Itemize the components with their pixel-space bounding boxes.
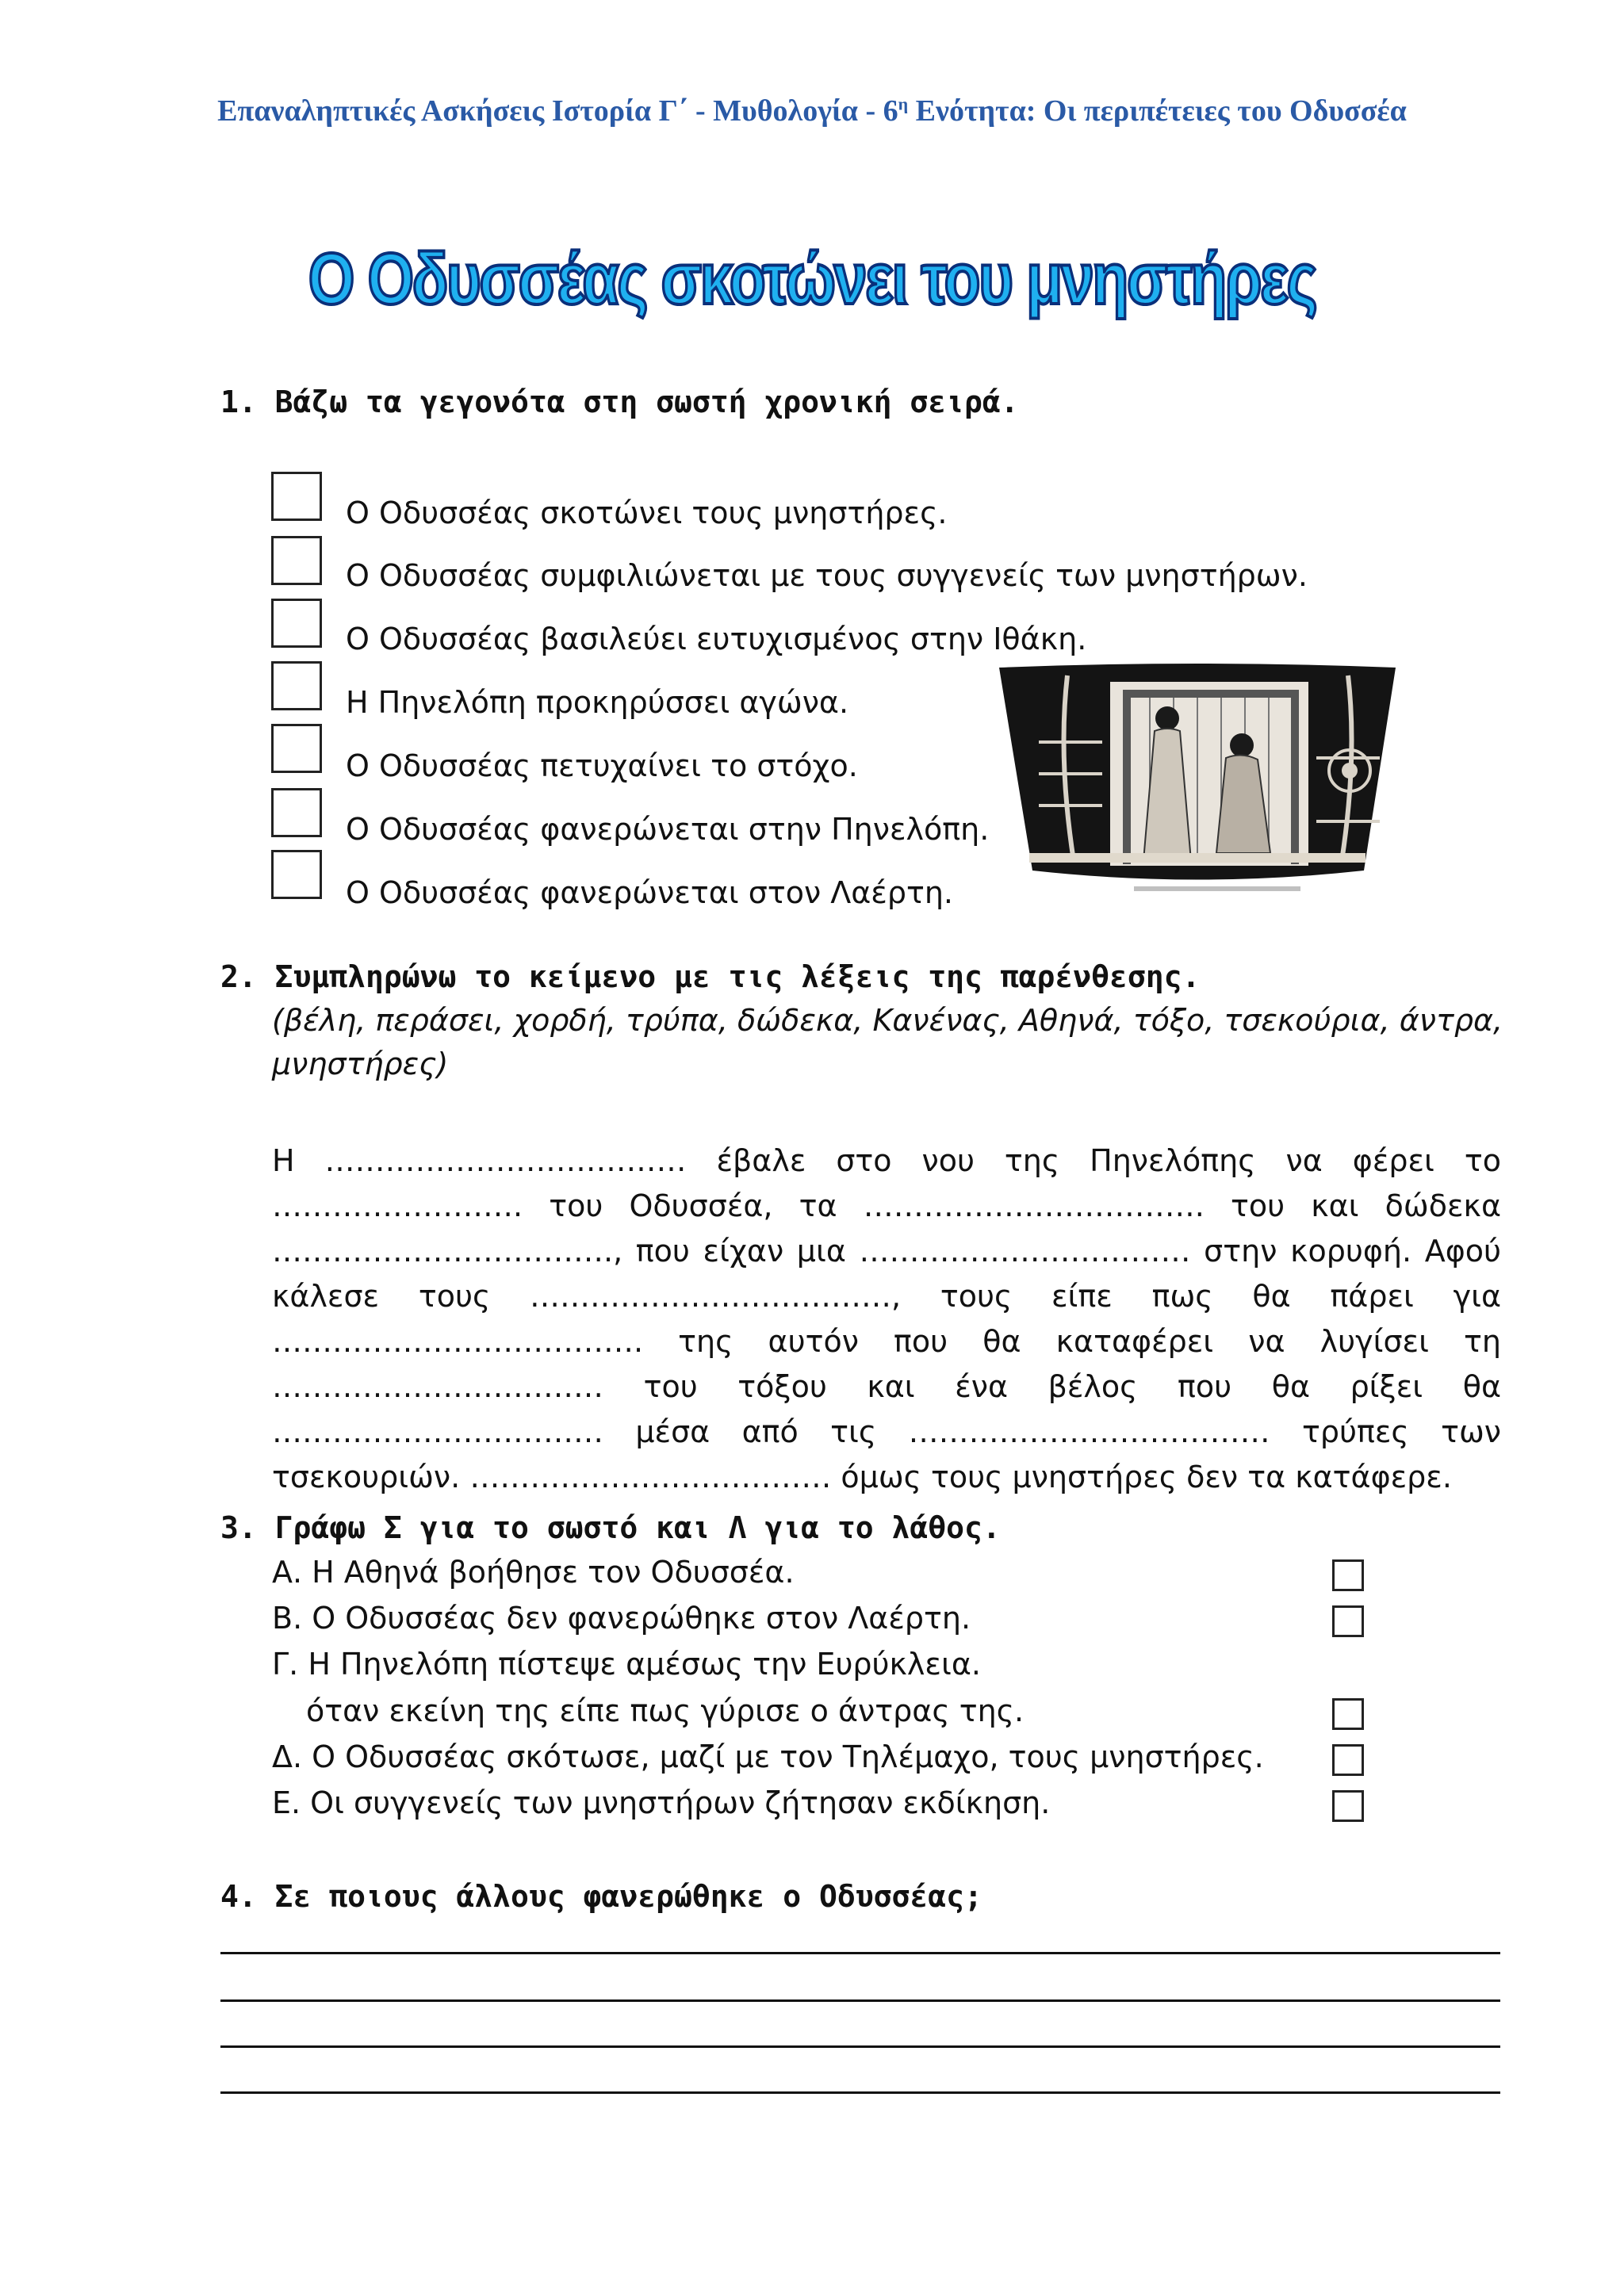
order-box-7[interactable]: [271, 850, 322, 899]
event-5: Ο Οδυσσέας πετυχαίνει το στόχο.: [346, 748, 858, 783]
header-text-before: Επαναληπτικές Ασκήσεις Ιστορία Γ΄ - Μυθολογία - 6: [217, 94, 898, 128]
statement-e: Ε. Οι συγγενείς των μνηστήρων ζήτησαν εκδίκηση.: [272, 1785, 1051, 1820]
tf-box-e[interactable]: [1332, 1790, 1364, 1822]
question-3-title: 3. Γράφω Σ για το σωστό και Λ για το λάθος.: [220, 1510, 1001, 1545]
order-box-1[interactable]: [271, 472, 322, 521]
statement-a: Α. Η Αθηνά βοήθησε τον Οδυσσέα.: [272, 1555, 795, 1590]
word-bank-line-1: (βέλη, περάσει, χορδή, τρύπα, δώδεκα, Κανένας, Αθηνά, τόξο, τσεκούρια, άντρα,: [272, 1003, 1503, 1038]
statement-b: Β. Ο Οδυσσέας δεν φανερώθηκε στον Λαέρτη.: [272, 1601, 971, 1636]
statement-c-line-2: όταν εκείνη της είπε πως γύρισε ο άντρας της.: [306, 1693, 1025, 1728]
answer-line-2[interactable]: [220, 1999, 1500, 2002]
statement-c-line-1: Γ. Η Πηνελόπη πίστεψε αμέσως την Ευρύκλεια.: [272, 1647, 981, 1682]
fill-in-paragraph: Η ……………………………… έβαλε στο νου της Πηνελόπης να φέρει το ……………………. του Οδυσσέα, τα ……………………………. του και δώδεκα ……………………………., που είχαν μια …………………………… στην κορυφή. Αφού κάλεσε τους ………………………………, τους είπε πως θα πάρει για ………………………………. της αυτόν που θα καταφέρει να λυγίσει τη …………………………… του τόξου και ένα βέλος που θα ρίξει θα …………………………… μέσα από τις ……………………………… τρύπες των τσεκουριών. ……………………………… όμως τους μνηστήρες δεν τα κατάφερε.: [272, 1143, 1501, 1494]
question-2-title: 2. Συμπληρώνω το κείμενο με τις λέξεις της παρένθεσης.: [220, 959, 1201, 994]
event-6: Ο Οδυσσέας φανερώνεται στην Πηνελόπη.: [346, 812, 990, 847]
tf-box-c[interactable]: [1332, 1698, 1364, 1730]
statement-d: Δ. Ο Οδυσσέας σκότωσε, μαζί με τον Τηλέμαχο, τους μνηστήρες.: [272, 1739, 1264, 1774]
tf-box-b[interactable]: [1332, 1605, 1364, 1637]
tf-box-a[interactable]: [1332, 1559, 1364, 1591]
order-box-4[interactable]: [271, 661, 322, 710]
page-header: [0, 94, 1624, 128]
answer-line-4[interactable]: [220, 2091, 1500, 2094]
order-box-6[interactable]: [271, 788, 322, 837]
order-box-2[interactable]: [271, 536, 322, 585]
answer-line-3[interactable]: [220, 2045, 1500, 2048]
event-2: Ο Οδυσσέας συμφιλιώνεται με τους συγγενείς των μνηστήρων.: [346, 558, 1308, 593]
event-1: Ο Οδυσσέας σκοτώνει τους μνηστήρες.: [346, 496, 948, 530]
question-1-title: 1. Βάζω τα γεγονότα στη σωστή χρονική σειρά.: [220, 385, 1019, 419]
tf-box-d[interactable]: [1332, 1744, 1364, 1776]
answer-line-1[interactable]: [220, 1952, 1500, 1954]
header-superscript: η: [898, 94, 909, 114]
question-4-title: 4. Σε ποιους άλλους φανερώθηκε ο Οδυσσέας;: [220, 1879, 982, 1914]
greek-vase-illustration: [991, 663, 1404, 899]
event-4: Η Πηνελόπη προκηρύσσει αγώνα.: [346, 685, 849, 720]
worksheet-title: Ο Οδυσσέας σκοτώνει του μνηστήρες: [308, 239, 1316, 320]
event-7: Ο Οδυσσέας φανερώνεται στον Λαέρτη.: [346, 875, 953, 910]
header-text-after: Ενότητα: Οι περιπέτειες του Οδυσσέα: [908, 94, 1407, 128]
order-box-5[interactable]: [271, 724, 322, 773]
word-bank-line-2: μνηστήρες): [272, 1047, 449, 1081]
order-box-3[interactable]: [271, 599, 322, 648]
event-3: Ο Οδυσσέας βασιλεύει ευτυχισμένος στην Ιθάκη.: [346, 622, 1087, 656]
